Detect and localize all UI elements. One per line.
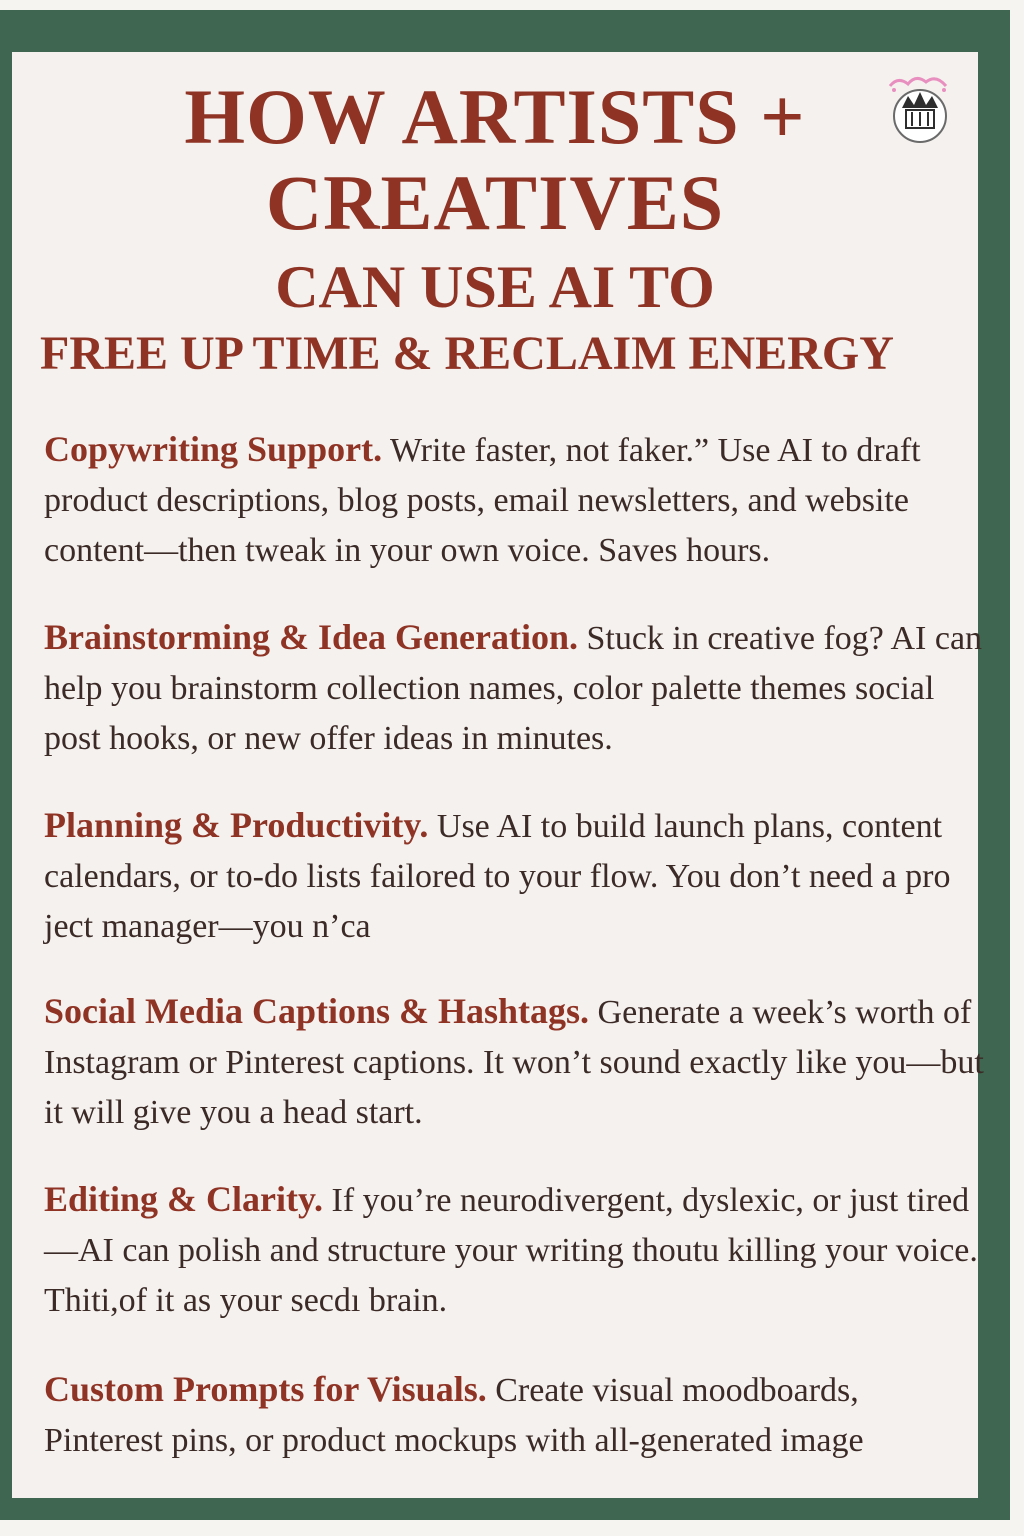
tip-editing — [44, 1174, 984, 1326]
tip-text: If you’re neurodivergent, dyslexic, or just tired—AI can polish and structure your writing thoutu killing your voice. Thiti,of it as your secdı brain. — [44, 1182, 978, 1319]
tip-text: Create visual moodboards, Pinterest pins, or product mockups with all-generated image — [44, 1372, 864, 1459]
title-line-3: CAN USE AI TO — [275, 254, 715, 320]
tip-heading: Social Media Captions & Hashtags. — [44, 991, 590, 1031]
tip-heading: Custom Prompts for Visuals. — [44, 1369, 487, 1409]
tip-heading: Editing & Clarity. — [44, 1179, 324, 1219]
tip-text: Use AI to build launch plans, content calendars, or to-do lists failored to your flow. You don’t need a pro ject manager—you n’ca — [44, 808, 951, 945]
tip-heading: Planning & Productivity. — [44, 805, 429, 845]
title-line-2: CREATIVES — [265, 159, 725, 246]
tip-heading: Brainstorming & Idea Generation. — [44, 617, 578, 657]
title-line-4: FREE UP TIME & RECLAIM ENERGY — [40, 327, 894, 380]
tip-copywriting — [44, 424, 984, 576]
tip-text: Generate a week’s worth of Instagram or Pinterest captions. It won’t sound exactly like you—but it will give you a head start. — [44, 994, 984, 1131]
tip-text: Write faster, not faker.” Use AI to draft product descriptions, blog posts, email newsletters, and website content—then tweak in your own voice. Saves hours. — [44, 432, 921, 569]
tip-social-media — [44, 986, 984, 1138]
crown-badge-icon — [880, 72, 954, 146]
tip-visual-prompts — [44, 1364, 984, 1466]
tip-brainstorming — [44, 612, 984, 764]
green-frame — [0, 10, 1010, 1520]
tip-planning — [44, 800, 984, 952]
tip-text: Stuck in creative fog? AI can help you brainstorm collection names, color palette themes social post hooks, or new offer ideas in minutes. — [44, 620, 983, 757]
content-card — [12, 52, 984, 1498]
title-line-1: HOW ARTISTS + — [184, 73, 806, 160]
tip-heading: Copywriting Support. — [44, 429, 383, 469]
